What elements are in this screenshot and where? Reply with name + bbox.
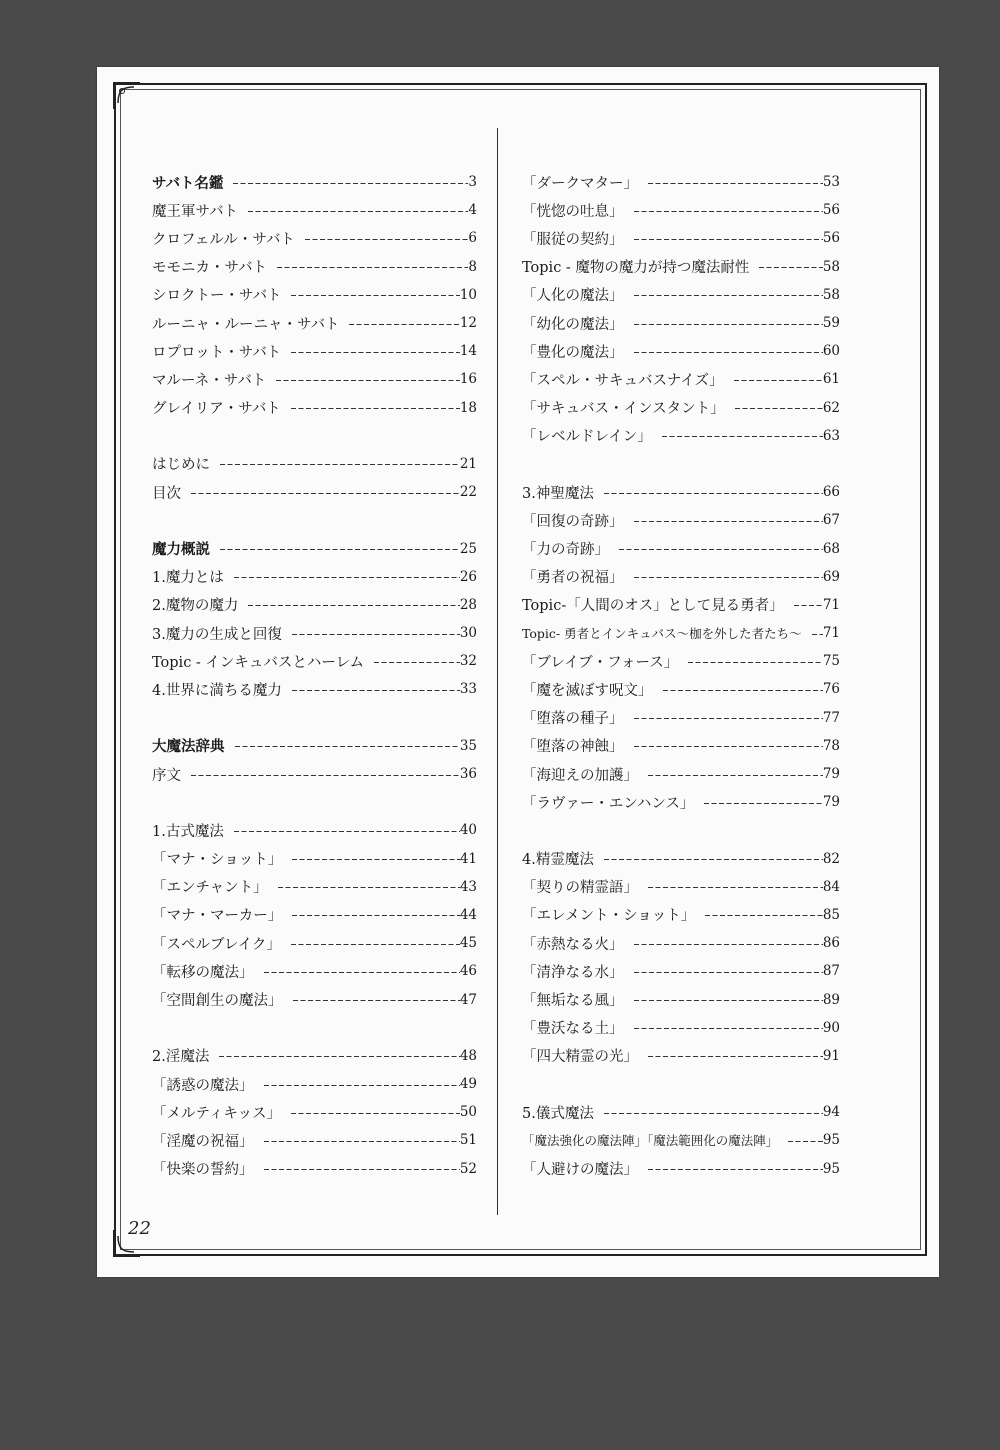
- toc-entry-title: 目次: [152, 485, 181, 502]
- toc-leader-line: [704, 803, 822, 804]
- toc-leader-line: [234, 831, 460, 832]
- toc-entry-page: 16: [459, 371, 477, 388]
- toc-entry-page: 18: [459, 399, 477, 416]
- toc-leader-line: [604, 1113, 823, 1114]
- toc-entry-title: 序文: [152, 767, 181, 784]
- toc-entry-title: 「人避けの魔法」: [522, 1162, 638, 1179]
- toc-leader-line: [604, 493, 823, 494]
- toc-entry: [152, 647, 477, 675]
- toc-entry: [152, 1155, 477, 1183]
- toc-entry-page: 43: [459, 878, 477, 895]
- toc-leader-line: [191, 775, 460, 776]
- toc-entry: [152, 478, 477, 506]
- toc-entry: [152, 929, 477, 957]
- toc-entry-page: 71: [822, 625, 840, 642]
- toc-entry-title: はじめに: [152, 457, 210, 474]
- toc-entry-page: 90: [822, 1019, 840, 1036]
- toc-leader-line: [248, 605, 459, 606]
- toc-entry-title: 「誘惑の魔法」: [152, 1077, 254, 1094]
- toc-entry: [522, 563, 840, 591]
- toc-entry-title: 2.淫魔法: [152, 1049, 210, 1066]
- toc-entry-title: 「エンチャント」: [152, 880, 268, 897]
- toc-leader-line: [291, 408, 460, 409]
- section-gap: [522, 816, 840, 844]
- toc-entry-page: 58: [822, 258, 840, 275]
- toc-entry-title: 3.神聖魔法: [522, 485, 594, 502]
- toc-entry-page: 49: [459, 1076, 477, 1093]
- toc-leader-line: [634, 324, 823, 325]
- toc-entry-title: 「マナ・マーカー」: [152, 908, 283, 925]
- page-number: 22: [128, 1218, 151, 1239]
- toc-entry-page: 6: [468, 230, 477, 247]
- toc-leader-line: [278, 887, 460, 888]
- toc-entry-page: 12: [459, 315, 477, 332]
- toc-leader-line: [264, 1169, 460, 1170]
- section-gap: [152, 506, 477, 534]
- toc-entry-title: 3.魔力の生成と回復: [152, 626, 282, 643]
- toc-entry: [152, 1098, 477, 1126]
- toc-leader-line: [634, 211, 823, 212]
- toc-leader-line: [634, 944, 823, 945]
- toc-entry-title: 「サキュバス・インスタント」: [522, 401, 725, 418]
- toc-entry-title: 魔王軍サバト: [152, 203, 238, 220]
- toc-entry-page: 68: [822, 540, 840, 557]
- toc-leader-line: [219, 1056, 459, 1057]
- toc-leader-line: [648, 1056, 823, 1057]
- toc-entry: [152, 1070, 477, 1098]
- toc-entry: [152, 253, 477, 281]
- toc-leader-line: [735, 408, 823, 409]
- toc-leader-line: [688, 662, 823, 663]
- toc-entry-page: 86: [822, 935, 840, 952]
- toc-leader-line: [634, 1000, 823, 1001]
- toc-entry-title: 「赤熱なる火」: [522, 936, 624, 953]
- toc-entry-title: 「スペルブレイク」: [152, 936, 281, 953]
- toc-leader-line: [634, 295, 823, 296]
- toc-entry-title: 「魔を滅ぼす呪文」: [522, 682, 653, 699]
- toc-entry: [152, 534, 477, 562]
- toc-entry-page: 67: [822, 512, 840, 529]
- toc-entry-page: 21: [459, 455, 477, 472]
- toc-entry-page: 76: [822, 681, 840, 698]
- toc-entry-title: 「堕落の神蝕」: [522, 739, 624, 756]
- toc-entry-page: 56: [822, 202, 840, 219]
- toc-entry-page: 47: [459, 991, 477, 1008]
- toc-leader-line: [604, 859, 823, 860]
- toc-entry-title: シロクトー・サバト: [152, 288, 282, 305]
- toc-entry: [152, 873, 477, 901]
- toc-entry: [152, 901, 477, 929]
- toc-entry-title: Topic - 魔物の魔力が持つ魔法耐性: [522, 260, 750, 277]
- toc-entry: [522, 253, 840, 281]
- toc-entry-page: 48: [459, 1047, 477, 1064]
- toc-entry: [152, 1042, 477, 1070]
- toc-leader-line: [349, 324, 459, 325]
- toc-entry-title: 4.精霊魔法: [522, 852, 594, 869]
- toc-leader-line: [648, 1169, 823, 1170]
- toc-leader-line: [264, 1085, 460, 1086]
- toc-entry-title: 「ラヴァー・エンハンス」: [522, 795, 695, 812]
- toc-entry-title: 「空間創生の魔法」: [152, 993, 283, 1010]
- toc-entry-page: 30: [459, 625, 477, 642]
- toc-leader-line: [648, 775, 823, 776]
- toc-entry: [522, 901, 840, 929]
- toc-entry: [522, 732, 840, 760]
- toc-entry: [522, 281, 840, 309]
- section-gap: [522, 450, 840, 478]
- toc-entry-page: 22: [459, 484, 477, 501]
- toc-entry: [522, 478, 840, 506]
- toc-leader-line: [191, 493, 460, 494]
- toc-leader-line: [264, 972, 460, 973]
- toc-entry: [522, 591, 840, 619]
- toc-entry-page: 59: [822, 315, 840, 332]
- toc-entry-title: マルーネ・サバト: [152, 372, 267, 389]
- toc-entry: [522, 957, 840, 985]
- toc-entry: [152, 450, 477, 478]
- toc-entry: [152, 394, 477, 422]
- toc-entry: [522, 845, 840, 873]
- toc-leader-line: [634, 577, 823, 578]
- toc-leader-line: [734, 380, 823, 381]
- toc-entry-page: 62: [822, 399, 840, 416]
- section-gap: [152, 1014, 477, 1042]
- toc-entry: [152, 760, 477, 788]
- toc-leader-line: [663, 690, 823, 691]
- toc-entry-title: 「人化の魔法」: [522, 288, 624, 305]
- toc-leader-line: [648, 887, 823, 888]
- toc-entry-title: 「豊沃なる土」: [522, 1021, 624, 1038]
- toc-entry-page: 25: [459, 540, 477, 557]
- toc-leader-line: [619, 549, 823, 550]
- toc-leader-line: [634, 718, 823, 719]
- toc-leader-line: [264, 1141, 460, 1142]
- toc-leader-line: [705, 915, 823, 916]
- toc-entry: [152, 281, 477, 309]
- toc-entry: [152, 1126, 477, 1154]
- corner-ornament-top-left: [112, 81, 142, 111]
- toc-entry: [522, 985, 840, 1013]
- toc-entry: [152, 985, 477, 1013]
- toc-entry: [522, 619, 840, 647]
- toc-entry: [152, 196, 477, 224]
- toc-entry-title: 「恍惚の吐息」: [522, 203, 624, 220]
- toc-leader-line: [292, 859, 460, 860]
- toc-entry-title: 1.魔力とは: [152, 570, 224, 587]
- toc-leader-line: [634, 239, 823, 240]
- toc-leader-line: [220, 549, 460, 550]
- section-gap: [152, 704, 477, 732]
- toc-leader-line: [220, 464, 460, 465]
- toc-entry-page: 52: [459, 1160, 477, 1177]
- toc-entry: [522, 675, 840, 703]
- toc-entry: [522, 534, 840, 562]
- toc-entry: [522, 394, 840, 422]
- toc-entry-title: 「幼化の魔法」: [522, 316, 624, 333]
- toc-leader-line: [292, 915, 460, 916]
- toc-entry-title: 「淫魔の祝福」: [152, 1133, 254, 1150]
- toc-entry-page: 51: [459, 1132, 477, 1149]
- toc-leader-line: [759, 267, 822, 268]
- toc-entry: [152, 591, 477, 619]
- toc-entry-page: 44: [459, 906, 477, 923]
- section-gap: [152, 788, 477, 816]
- toc-leader-line: [794, 605, 823, 606]
- toc-entry-page: 46: [459, 963, 477, 980]
- toc-leader-line: [233, 183, 468, 184]
- toc-entry-title: 「転移の魔法」: [152, 964, 254, 981]
- toc-entry-title: サバト名鑑: [152, 174, 224, 192]
- toc-entry-page: 79: [822, 766, 840, 783]
- toc-entry-title: ルーニャ・ルーニャ・サバト: [152, 316, 340, 333]
- toc-entry-title: 「勇者の祝福」: [522, 570, 624, 587]
- toc-entry: [522, 1126, 840, 1154]
- toc-entry: [522, 1155, 840, 1183]
- toc-left-column: [152, 168, 477, 1183]
- toc-right-column: [522, 168, 840, 1183]
- toc-entry: [522, 788, 840, 816]
- toc-entry: [522, 365, 840, 393]
- toc-entry: [152, 957, 477, 985]
- toc-entry-page: 79: [822, 794, 840, 811]
- toc-leader-line: [276, 380, 460, 381]
- toc-leader-line: [634, 972, 823, 973]
- toc-entry-page: 87: [822, 963, 840, 980]
- toc-entry-title: 2.魔物の魔力: [152, 598, 239, 615]
- toc-entry-title: 「豊化の魔法」: [522, 344, 624, 361]
- toc-entry: [522, 337, 840, 365]
- toc-entry-title: 「マナ・ショット」: [152, 852, 283, 869]
- toc-leader-line: [234, 577, 460, 578]
- toc-entry-title: ロプロット・サバト: [152, 344, 282, 361]
- toc-entry-page: 95: [822, 1160, 840, 1177]
- toc-entry-title: 1.古式魔法: [152, 823, 224, 840]
- toc-entry-page: 50: [459, 1104, 477, 1121]
- toc-leader-line: [291, 295, 459, 296]
- toc-entry-title: モモニカ・サバト: [152, 260, 267, 277]
- toc-entry-page: 84: [822, 878, 840, 895]
- toc-leader-line: [248, 211, 469, 212]
- toc-entry-page: 28: [459, 596, 477, 613]
- toc-entry: [522, 760, 840, 788]
- toc-entry: [522, 422, 840, 450]
- toc-leader-line: [634, 746, 823, 747]
- toc-entry-title: 「魔法強化の魔法陣」「魔法範囲化の魔法陣」: [522, 1133, 779, 1149]
- toc-entry-title: 魔力概説: [152, 541, 210, 559]
- toc-entry-page: 8: [468, 258, 477, 275]
- toc-entry-title: 「スペル・サキュバスナイズ」: [522, 372, 724, 389]
- toc-entry-page: 94: [822, 1104, 840, 1121]
- toc-entry-title: 「清浄なる水」: [522, 964, 624, 981]
- toc-leader-line: [648, 183, 823, 184]
- toc-entry: [522, 309, 840, 337]
- toc-entry-page: 89: [822, 991, 840, 1008]
- toc-entry: [152, 365, 477, 393]
- toc-entry: [152, 224, 477, 252]
- toc-entry-page: 36: [459, 766, 477, 783]
- toc-entry-title: 「回復の奇跡」: [522, 513, 624, 530]
- toc-entry-page: 61: [822, 371, 840, 388]
- toc-entry: [522, 647, 840, 675]
- toc-entry: [152, 309, 477, 337]
- toc-entry-page: 10: [459, 286, 477, 303]
- toc-leader-line: [662, 436, 823, 437]
- toc-leader-line: [788, 1141, 823, 1142]
- toc-entry-page: 75: [822, 653, 840, 670]
- toc-entry-title: 「海迎えの加護」: [522, 767, 638, 784]
- toc-entry-page: 14: [459, 343, 477, 360]
- toc-entry-title: 「無垢なる風」: [522, 993, 624, 1010]
- toc-leader-line: [291, 1113, 460, 1114]
- toc-entry: [152, 168, 477, 196]
- toc-leader-line: [374, 662, 460, 663]
- toc-entry-title: グレイリア・サバト: [152, 401, 281, 418]
- toc-entry-title: 「エレメント・ショット」: [522, 908, 696, 925]
- toc-entry-page: 26: [459, 568, 477, 585]
- toc-entry: [522, 873, 840, 901]
- toc-entry: [522, 929, 840, 957]
- toc-entry-title: Topic-「人間のオス」として見る勇者」: [522, 598, 784, 615]
- toc-entry: [522, 1014, 840, 1042]
- toc-entry: [152, 619, 477, 647]
- toc-leader-line: [812, 634, 823, 635]
- toc-entry: [152, 732, 477, 760]
- section-gap: [522, 1070, 840, 1098]
- toc-entry: [152, 675, 477, 703]
- toc-entry-page: 4: [468, 202, 477, 219]
- toc-entry-page: 58: [822, 286, 840, 303]
- toc-entry: [152, 816, 477, 844]
- toc-entry-page: 66: [822, 484, 840, 501]
- toc-entry: [522, 1042, 840, 1070]
- toc-entry-page: 40: [459, 822, 477, 839]
- toc-leader-line: [634, 1028, 823, 1029]
- toc-entry-title: Topic- 勇者とインキュバス～枷を外した者たち～: [522, 626, 802, 642]
- toc-leader-line: [235, 746, 460, 747]
- toc-entry-title: 「ブレイブ・フォース」: [522, 654, 679, 671]
- toc-entry-page: 85: [822, 906, 840, 923]
- toc-leader-line: [634, 521, 823, 522]
- toc-entry-title: 「力の奇跡」: [522, 542, 609, 559]
- toc-entry-title: 4.世界に満ちる魔力: [152, 682, 282, 699]
- toc-leader-line: [293, 1000, 460, 1001]
- toc-entry: [522, 168, 840, 196]
- toc-entry-page: 33: [459, 681, 477, 698]
- toc-entry: [522, 196, 840, 224]
- toc-entry-page: 56: [822, 230, 840, 247]
- toc-leader-line: [291, 944, 460, 945]
- toc-entry-title: 「ダークマター」: [522, 175, 638, 192]
- toc-entry: [522, 704, 840, 732]
- column-divider: [497, 128, 498, 1215]
- toc-entry-page: 77: [822, 709, 840, 726]
- toc-entry-title: 「メルティキッス」: [152, 1105, 282, 1122]
- toc-entry-page: 91: [822, 1047, 840, 1064]
- toc-entry-title: Topic - インキュバスとハーレム: [152, 654, 365, 671]
- toc-entry-title: 「堕落の種子」: [522, 711, 624, 728]
- toc-leader-line: [305, 239, 469, 240]
- toc-entry-page: 41: [459, 850, 477, 867]
- toc-entry-page: 35: [459, 737, 477, 754]
- toc-entry: [522, 224, 840, 252]
- toc-entry-page: 82: [822, 850, 840, 867]
- toc-entry-title: 「レベルドレイン」: [522, 429, 652, 446]
- toc-leader-line: [292, 634, 460, 635]
- toc-entry-page: 53: [822, 174, 840, 191]
- toc-leader-line: [634, 352, 823, 353]
- toc-entry-title: 5.儀式魔法: [522, 1105, 594, 1122]
- toc-leader-line: [291, 352, 460, 353]
- toc-entry: [152, 563, 477, 591]
- toc-entry-page: 45: [459, 935, 477, 952]
- toc-entry-title: 「快楽の誓約」: [152, 1162, 254, 1179]
- toc-entry: [152, 845, 477, 873]
- toc-leader-line: [277, 267, 469, 268]
- toc-entry: [522, 506, 840, 534]
- toc-entry-page: 32: [459, 653, 477, 670]
- section-gap: [152, 422, 477, 450]
- toc-entry-title: 「契りの精霊語」: [522, 880, 638, 897]
- toc-entry-page: 63: [822, 427, 840, 444]
- toc-entry-page: 69: [822, 568, 840, 585]
- toc-entry-page: 60: [822, 343, 840, 360]
- toc-entry: [522, 1098, 840, 1126]
- toc-entry: [152, 337, 477, 365]
- toc-entry-page: 3: [468, 174, 477, 191]
- toc-entry-title: クロフェルル・サバト: [152, 231, 295, 248]
- toc-entry-title: 「服従の契約」: [522, 231, 624, 248]
- toc-entry-page: 95: [822, 1132, 840, 1149]
- toc-entry-page: 71: [822, 596, 840, 613]
- toc-entry-page: 78: [822, 737, 840, 754]
- toc-entry-title: 「四大精霊の光」: [522, 1049, 638, 1066]
- toc-entry-title: 大魔法辞典: [152, 738, 225, 756]
- toc-leader-line: [292, 690, 460, 691]
